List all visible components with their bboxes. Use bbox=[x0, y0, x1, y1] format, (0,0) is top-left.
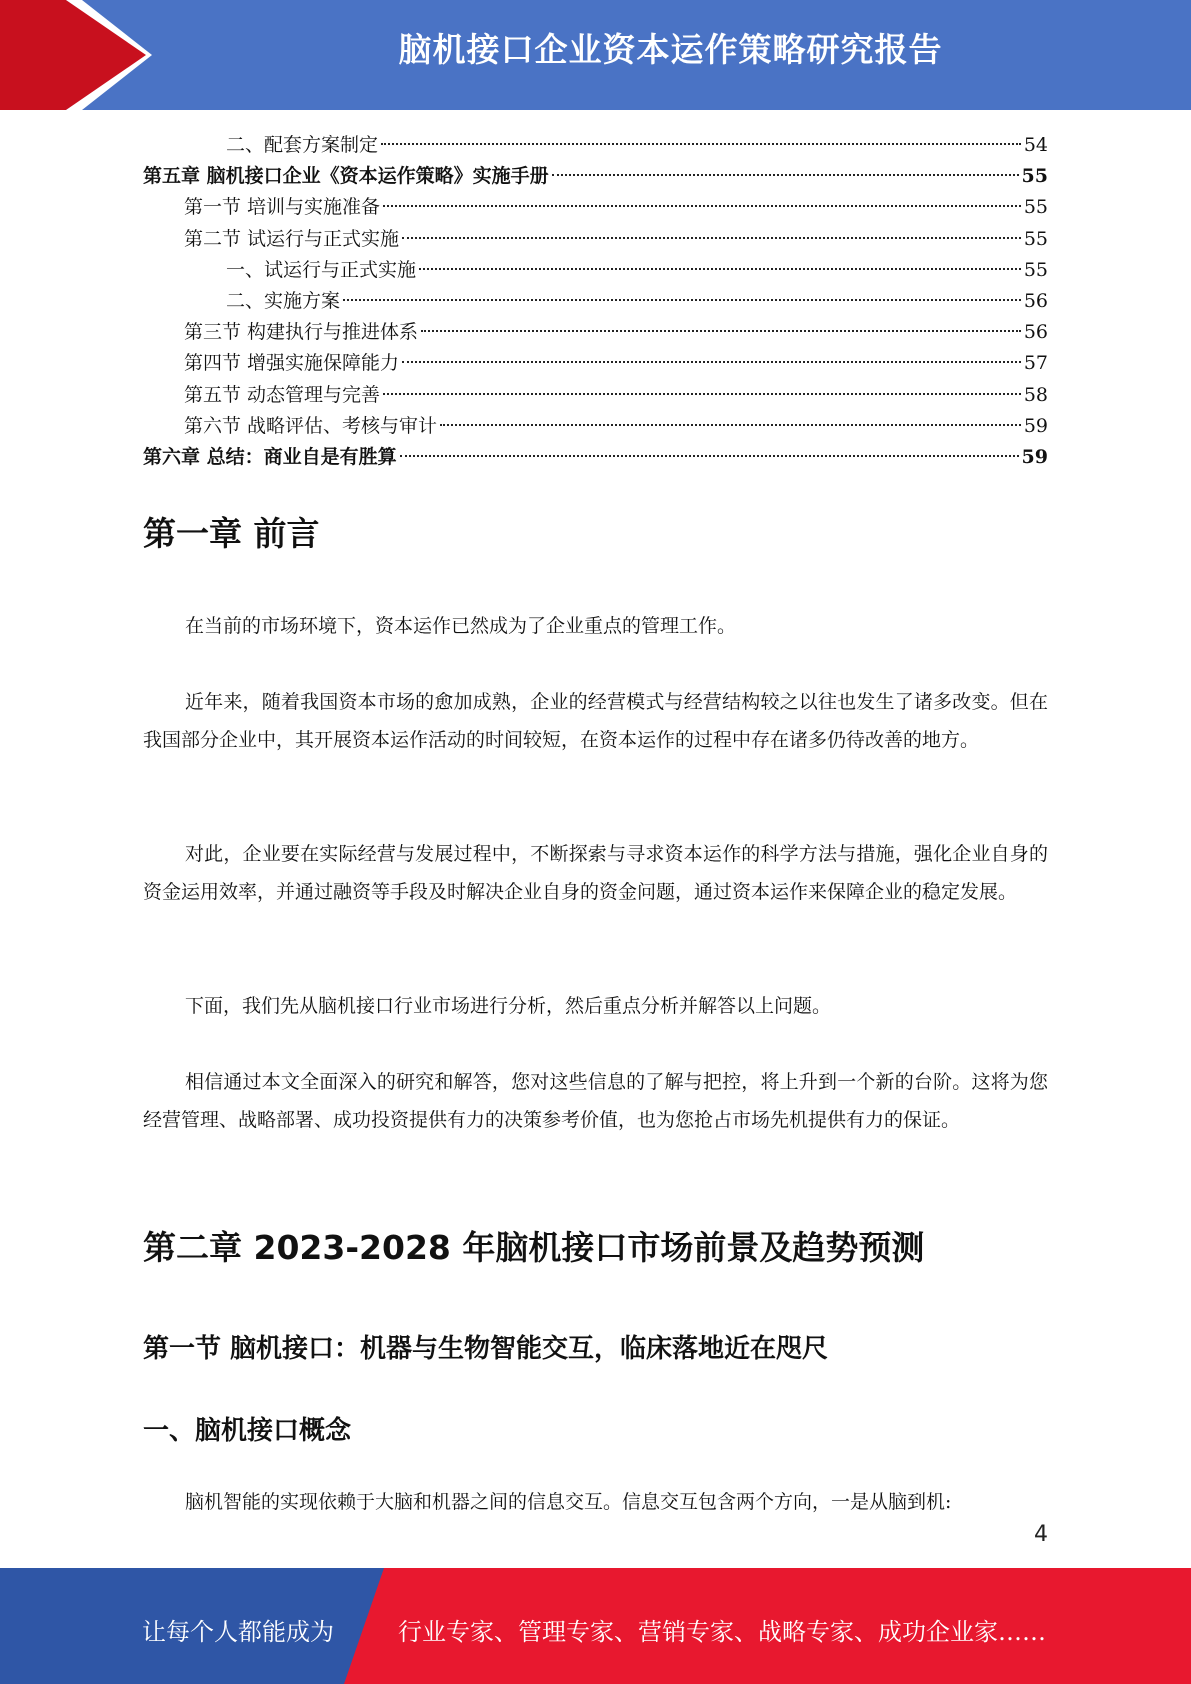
toc-entry-page: 56 bbox=[1023, 321, 1048, 344]
header-banner bbox=[0, 0, 1191, 110]
toc-leader-dots bbox=[383, 393, 1021, 395]
toc-leader-dots bbox=[381, 143, 1021, 145]
toc-entry-label: 一、试运行与正式实施 bbox=[226, 258, 417, 281]
toc-entry-page: 55 bbox=[1023, 258, 1048, 281]
footer-slogan-left: 让每个人都能成为 bbox=[142, 1618, 334, 1646]
toc-leader-dots bbox=[421, 330, 1021, 332]
toc-entry-label: 第一节 培训与实施准备 bbox=[184, 196, 381, 219]
toc-leader-dots bbox=[402, 237, 1021, 239]
toc-entry-page: 59 bbox=[1023, 414, 1048, 437]
toc-leader-dots bbox=[383, 205, 1021, 207]
toc-leader-dots bbox=[440, 424, 1021, 426]
paragraph: 脑机智能的实现依赖于大脑和机器之间的信息交互。信息交互包含两个方向，一是从脑到机: bbox=[185, 1491, 952, 1513]
toc-entry-page: 55 bbox=[1023, 196, 1048, 219]
toc-leader-dots bbox=[343, 299, 1021, 301]
toc-leader-dots bbox=[400, 455, 1019, 457]
toc-entry[interactable] bbox=[143, 224, 1048, 255]
toc-entry[interactable] bbox=[143, 255, 1048, 286]
toc-leader-dots bbox=[552, 174, 1019, 176]
toc-entry-label: 二、实施方案 bbox=[226, 289, 341, 312]
toc-entry-label: 第六节 战略评估、考核与审计 bbox=[184, 414, 438, 437]
toc-entry[interactable] bbox=[143, 130, 1048, 161]
toc-entry-label: 第四节 增强实施保障能力 bbox=[184, 352, 400, 375]
toc-entry[interactable] bbox=[143, 317, 1048, 348]
toc-entry[interactable] bbox=[143, 442, 1048, 473]
table-of-contents bbox=[143, 130, 1048, 473]
paragraph: 近年来，随着我国资本市场的愈加成熟，企业的经营模式与经营结构较之以往也发生了诸多改变。但在我国部分企业中，其开展资本运作活动的时间较短，在资本运作的过程中存在诸多仍待改善的地方。 bbox=[143, 691, 1048, 751]
toc-entry[interactable] bbox=[143, 348, 1048, 379]
paragraph: 对此，企业要在实际经营与发展过程中，不断探索与寻求资本运作的科学方法与措施，强化企业自身的资金运用效率，并通过融资等手段及时解决企业自身的资金问题，通过资本运作来保障企业的稳定发展。 bbox=[143, 843, 1048, 903]
toc-leader-dots bbox=[402, 361, 1021, 363]
page-number: 4 bbox=[1034, 1522, 1048, 1547]
subsection-heading: 一、脑机接口概念 bbox=[143, 1416, 352, 1446]
paragraph: 相信通过本文全面深入的研究和解答，您对这些信息的了解与把控，将上升到一个新的台阶。这将为您经营管理、战略部署、成功投资提供有力的决策参考价值，也为您抢占市场先机提供有力的保证。 bbox=[143, 1071, 1048, 1131]
toc-entry[interactable] bbox=[143, 286, 1048, 317]
report-title: 脑机接口企业资本运作策略研究报告 bbox=[398, 30, 943, 69]
toc-entry[interactable] bbox=[143, 161, 1048, 192]
toc-entry-page: 56 bbox=[1023, 289, 1048, 312]
toc-entry-page: 59 bbox=[1021, 445, 1048, 468]
toc-entry-page: 55 bbox=[1023, 227, 1048, 250]
toc-entry-label: 第三节 构建执行与推进体系 bbox=[184, 321, 419, 344]
toc-entry-page: 58 bbox=[1023, 383, 1048, 406]
toc-entry[interactable] bbox=[143, 411, 1048, 442]
toc-entry[interactable] bbox=[143, 380, 1048, 411]
toc-entry-label: 第五节 动态管理与完善 bbox=[184, 383, 381, 406]
paragraph: 在当前的市场环境下，资本运作已然成为了企业重点的管理工作。 bbox=[185, 615, 737, 637]
header-chevron-icon bbox=[0, 0, 160, 110]
toc-leader-dots bbox=[419, 268, 1021, 270]
toc-entry-page: 57 bbox=[1023, 352, 1048, 375]
toc-entry[interactable] bbox=[143, 192, 1048, 223]
toc-entry-label: 第二节 试运行与正式实施 bbox=[184, 227, 400, 250]
footer-banner bbox=[0, 1568, 1191, 1684]
toc-entry-page: 55 bbox=[1021, 165, 1048, 188]
section-heading: 第一节 脑机接口：机器与生物智能交互，临床落地近在咫尺 bbox=[143, 1334, 829, 1364]
chapter-1-heading: 第一章 前言 bbox=[143, 514, 320, 553]
paragraph: 下面，我们先从脑机接口行业市场进行分析，然后重点分析并解答以上问题。 bbox=[185, 995, 832, 1017]
toc-entry-label: 二、配套方案制定 bbox=[226, 134, 379, 156]
chapter-2-heading: 第二章 2023-2028 年脑机接口市场前景及趋势预测 bbox=[143, 1228, 925, 1267]
toc-entry-page: 54 bbox=[1023, 134, 1048, 156]
toc-entry-label: 第六章 总结：商业自是有胜算 bbox=[143, 445, 397, 468]
toc-entry-label: 第五章 脑机接口企业《资本运作策略》实施手册 bbox=[143, 165, 549, 188]
footer-slogan-right: 行业专家、管理专家、营销专家、战略专家、成功企业家…… bbox=[398, 1618, 1046, 1646]
